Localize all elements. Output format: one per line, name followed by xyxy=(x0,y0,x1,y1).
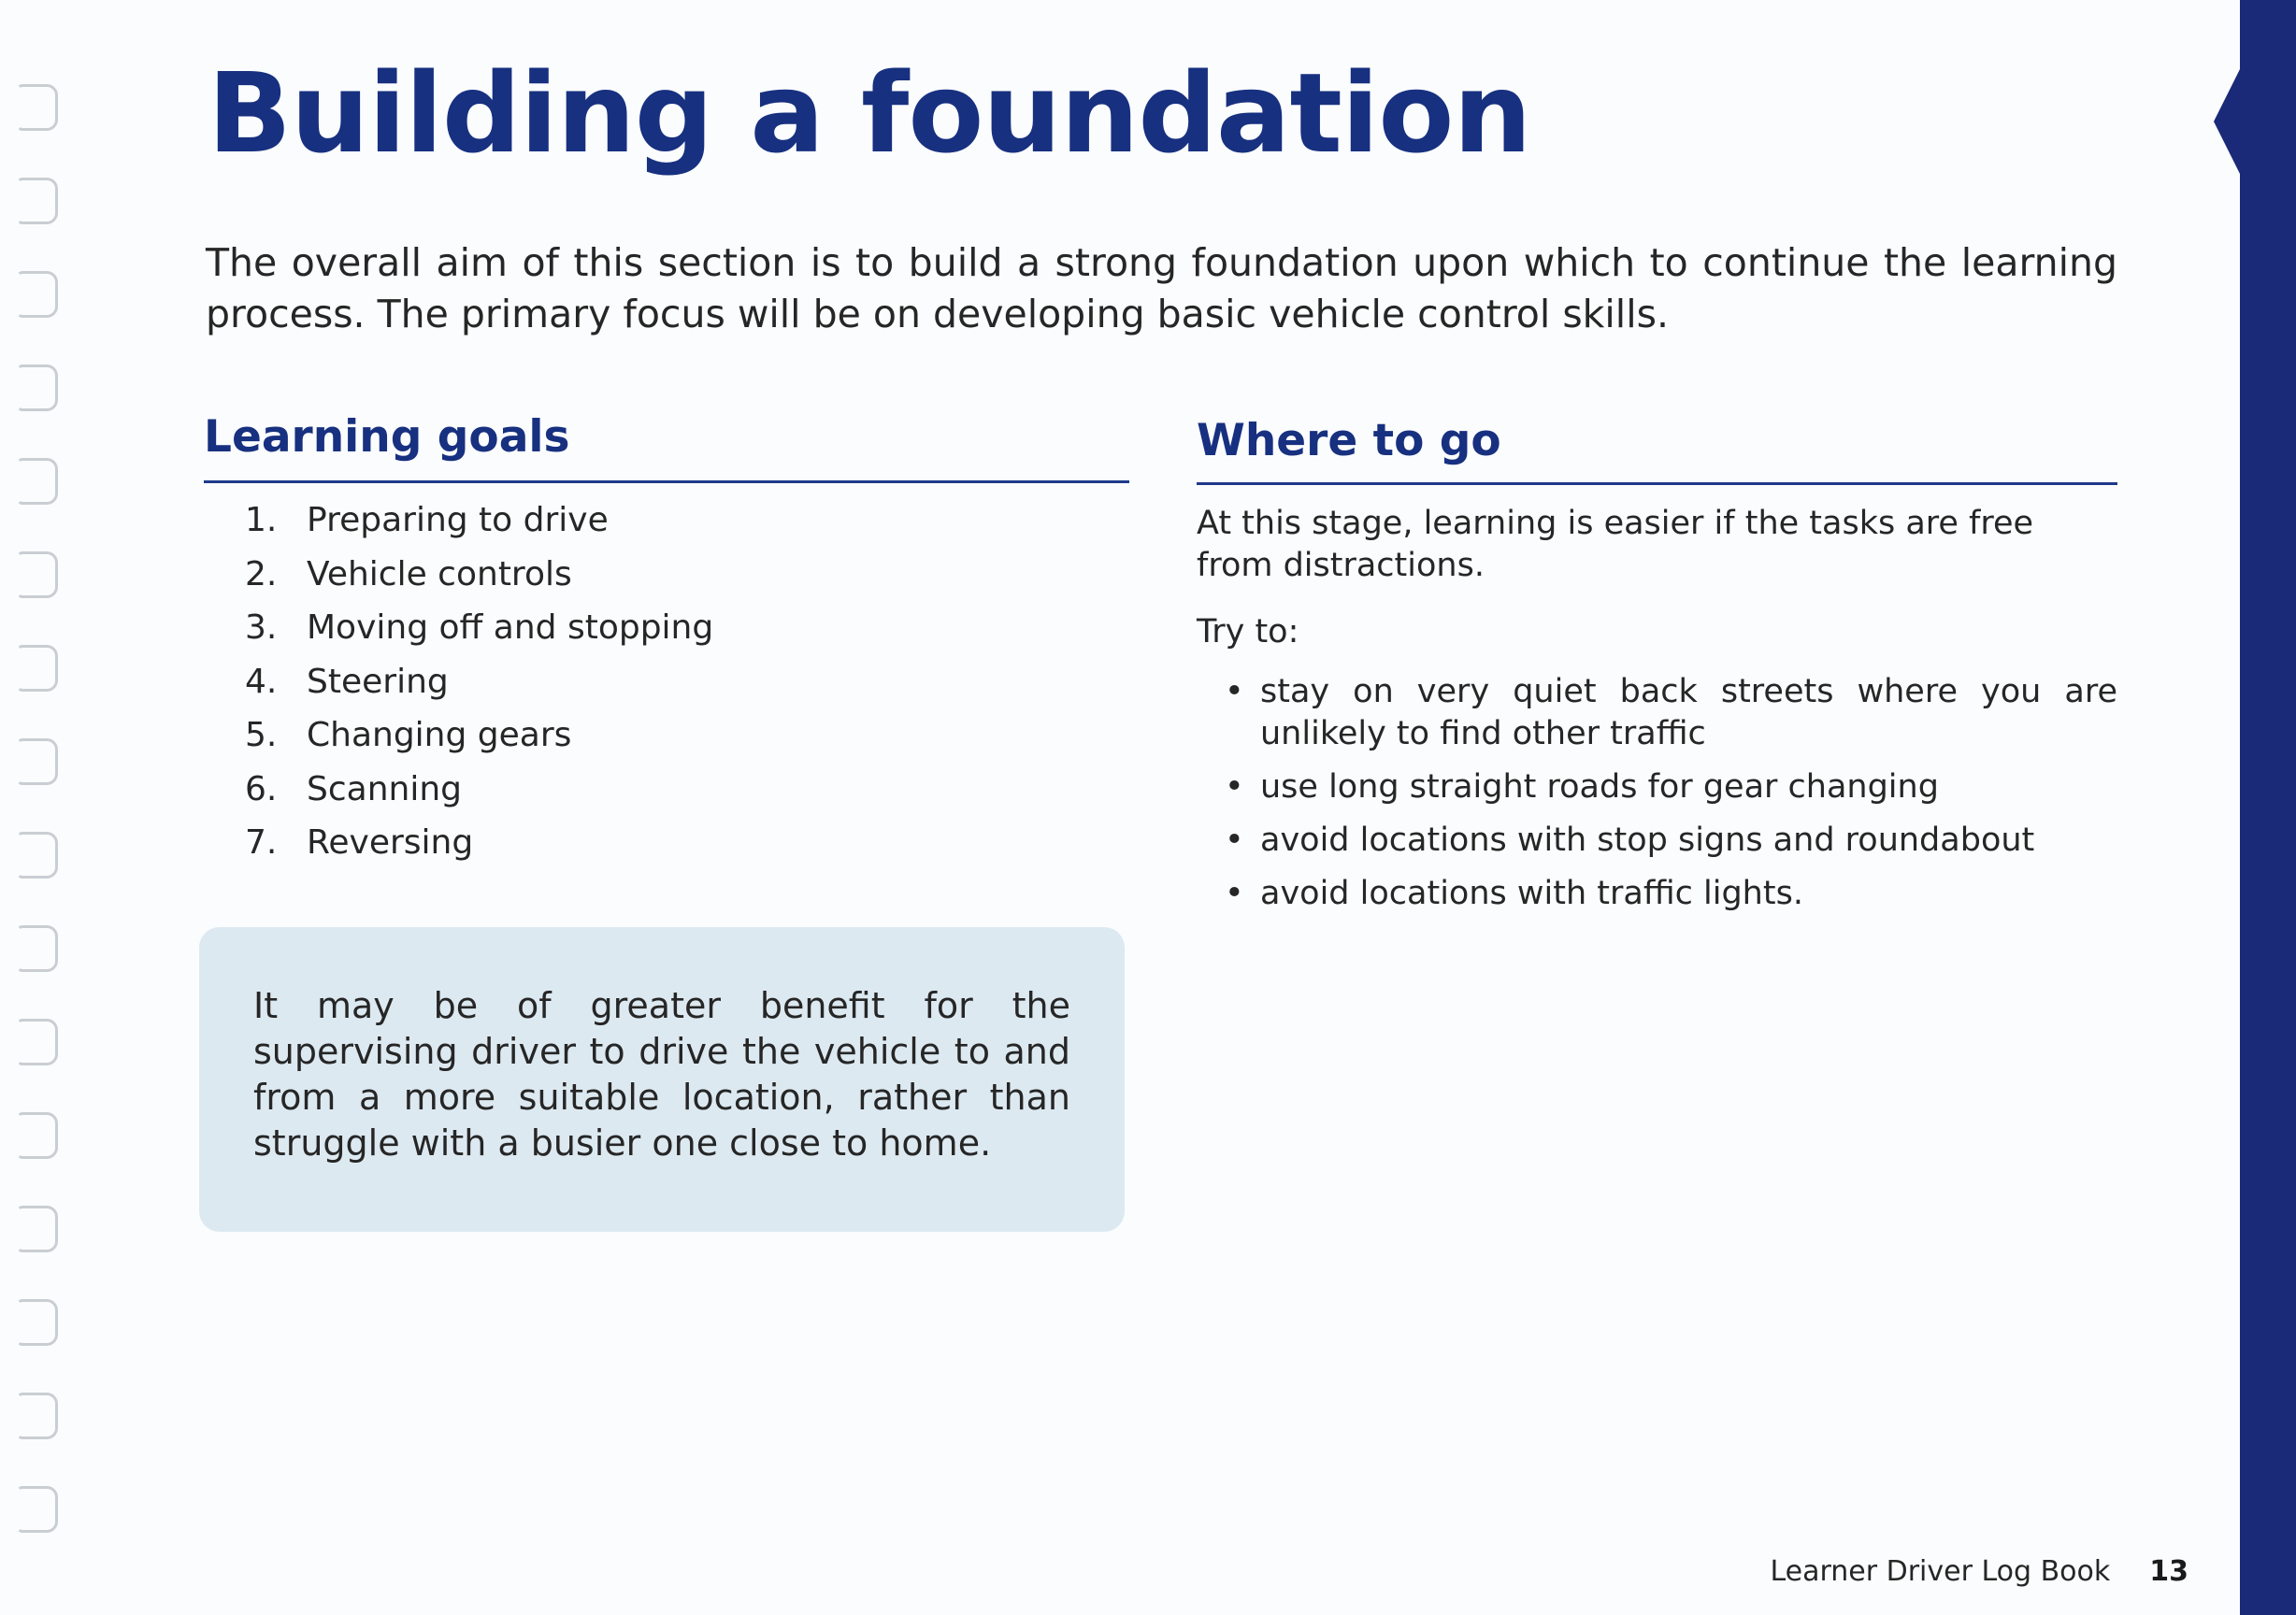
list-item xyxy=(1225,873,2117,915)
bullet-icon: • xyxy=(1225,673,1244,710)
list-item xyxy=(1225,820,2117,862)
list-item-label: Reversing xyxy=(307,823,474,862)
binding-ring xyxy=(17,925,58,972)
bullet-icon: • xyxy=(1225,822,1244,859)
binding-ring xyxy=(17,84,58,131)
binding-ring xyxy=(17,364,58,411)
list-item-number: 5. xyxy=(245,716,278,754)
binding-ring xyxy=(17,1486,58,1533)
binding-ring xyxy=(17,178,58,224)
list-item-label: Vehicle controls xyxy=(307,554,572,593)
page-edge-notch xyxy=(2214,65,2242,178)
where-to-go-divider xyxy=(1197,482,2117,485)
list-item xyxy=(245,606,713,660)
list-item-label: Moving off and stopping xyxy=(307,608,714,647)
list-item xyxy=(1225,671,2117,755)
list-item-number: 1. xyxy=(245,501,278,539)
bullet-icon: • xyxy=(1225,875,1244,912)
binding-ring xyxy=(17,1393,58,1439)
list-item xyxy=(245,498,713,552)
binding-ring xyxy=(17,1299,58,1346)
intro-paragraph: The overall aim of this section is to build a strong foundation upon which to continue the learning process. The primary focus will be on developing basic vehicle control skills. xyxy=(206,240,2117,336)
binding-ring xyxy=(17,458,58,505)
list-item xyxy=(245,821,713,875)
binding-ring xyxy=(17,832,58,879)
binding-ring xyxy=(17,271,58,318)
list-item-label: Preparing to drive xyxy=(307,501,609,539)
try-to-label: Try to: xyxy=(1197,613,1299,650)
learning-goals-heading: Learning goals xyxy=(204,411,570,463)
learning-goals-list xyxy=(245,498,713,875)
list-item xyxy=(1225,766,2117,808)
where-to-go-heading: Where to go xyxy=(1197,415,1501,466)
tip-text: use long straight roads for gear changing xyxy=(1260,768,1939,806)
where-to-go-tips xyxy=(1225,671,2117,926)
list-item-label: Changing gears xyxy=(307,716,572,754)
page-footer xyxy=(1770,1555,2188,1588)
page-edge-tab xyxy=(2240,0,2296,1615)
page-number: 13 xyxy=(2149,1555,2188,1588)
list-item-number: 3. xyxy=(245,608,278,647)
tip-callout-box xyxy=(199,927,1125,1232)
binding-ring xyxy=(17,645,58,692)
list-item xyxy=(245,660,713,714)
binding-ring xyxy=(17,738,58,785)
spiral-binding xyxy=(0,84,67,1579)
list-item xyxy=(245,713,713,767)
bullet-icon: • xyxy=(1225,768,1244,806)
list-item xyxy=(245,767,713,822)
binding-ring xyxy=(17,1112,58,1159)
callout-text: It may be of greater benefit for the supervising driver to drive the vehicle to and from a more suitable location, rather than struggle with a busier one close to home. xyxy=(253,985,1070,1164)
learning-goals-divider xyxy=(204,480,1129,483)
footer-title: Learner Driver Log Book xyxy=(1770,1555,2111,1588)
tip-text: stay on very quiet back streets where you are unlikely to find other traffic xyxy=(1260,673,2117,752)
list-item xyxy=(245,552,713,607)
list-item-number: 2. xyxy=(245,554,278,593)
tip-text: avoid locations with traffic lights. xyxy=(1260,875,1803,912)
binding-ring xyxy=(17,551,58,598)
binding-ring xyxy=(17,1019,58,1065)
list-item-label: Scanning xyxy=(307,769,463,808)
binding-ring xyxy=(17,1206,58,1252)
page-title: Building a foundation xyxy=(208,49,1531,178)
list-item-label: Steering xyxy=(307,662,449,701)
tip-text: avoid locations with stop signs and roundabout xyxy=(1260,822,2035,859)
list-item-number: 4. xyxy=(245,662,278,701)
list-item-number: 6. xyxy=(245,769,278,808)
where-to-go-paragraph: At this stage, learning is easier if the tasks are free from distractions. xyxy=(1197,505,2034,584)
list-item-number: 7. xyxy=(245,823,278,862)
